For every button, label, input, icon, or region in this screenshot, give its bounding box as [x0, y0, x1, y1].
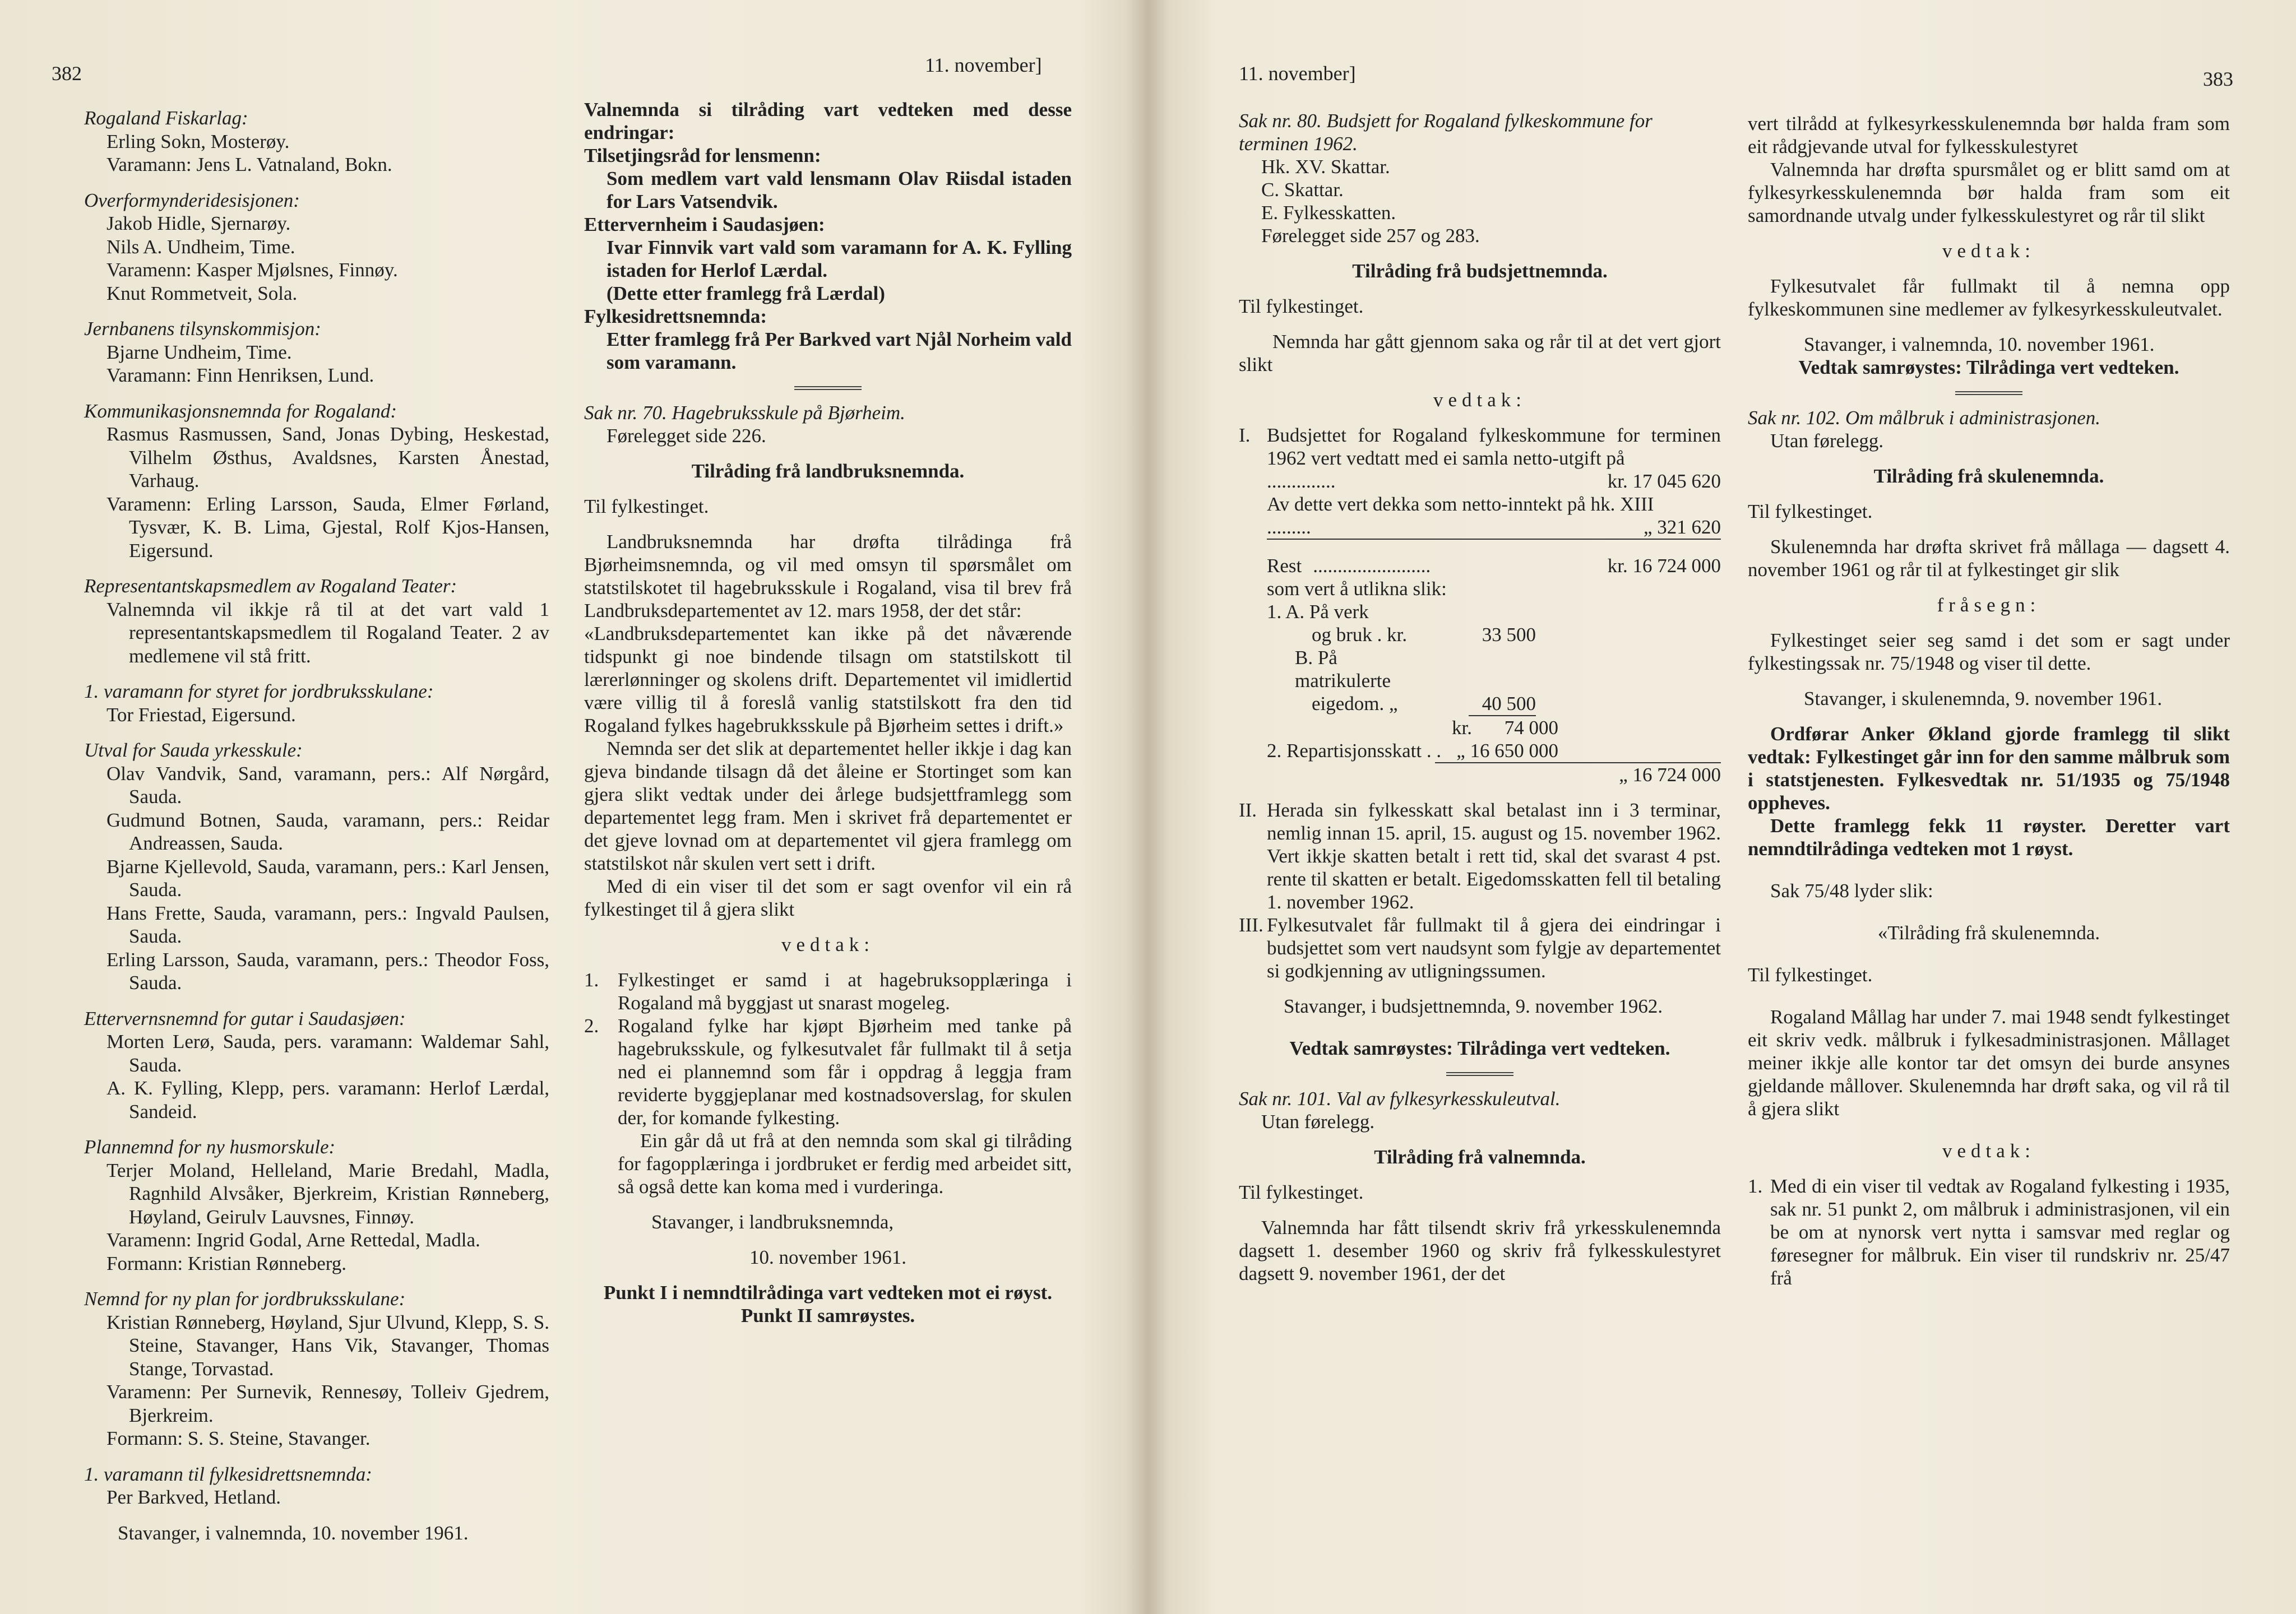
sak101-addressee: Til fylkestinget. — [1239, 1181, 1364, 1203]
sak75-item-1 — [1748, 1175, 2230, 1290]
sak80-addressee: Til fylkestinget. — [1239, 295, 1364, 317]
sak102-fraasegn-label: fråsegn: — [1937, 594, 2041, 616]
item-number: 1. — [584, 969, 599, 991]
budget-row-total — [1435, 762, 1721, 786]
committee-member-line: Terjer Moland, Helleland, Marie Bredahl, Madla, Ragnhild Alvsåker, Bjerkreim, Kristian Rønneberg, Høyland, Geirulv Lauvsnes, Finnøy. — [107, 1159, 549, 1228]
item-number: I. — [1239, 424, 1251, 446]
committee-heading: Nemnd for ny plan for jordbruksskulane: — [84, 1288, 406, 1310]
committee-member-line: Tor Friestad, Eigersund. — [107, 703, 296, 726]
heading-ettervernheim: Ettervernheim i Saudasjøen: — [584, 214, 825, 235]
left-column-1 — [84, 106, 549, 1545]
sak102-reference: Utan førelegg. — [1770, 430, 1884, 452]
committee-heading: 1. varamann for styret for jordbruksskulane: — [84, 680, 434, 702]
right-column-2 — [1748, 112, 2230, 1290]
sak101-result: Vedtak samrøystes: Tilrådinga vert vedteken. — [1798, 356, 2179, 378]
sak101-paragraph-1-cont: vert tilrådd at fylkesyrkesskulenemnda bør halda fram som eit rådgjevande utval for fylkesskulestyret — [1748, 113, 2230, 157]
sak80-paragraph-1: Nemnda har gått gjennom saka og rår til at det vert gjort slikt — [1239, 331, 1721, 375]
item-body — [1267, 424, 1721, 540]
sak70-heading: Tilråding frå landbruksnemnda. — [691, 460, 965, 482]
budget-row-rest — [1267, 554, 1721, 577]
rep-label: 2. Repartisjonsskatt . . — [1267, 740, 1442, 762]
sak80-place: Stavanger, i budsjettnemnda, 9. november 1962. — [1284, 995, 1663, 1017]
book-gutter — [1127, 0, 1169, 1614]
committee-heading: Plannemnd for ny husmorskule: — [84, 1136, 336, 1158]
budget-row-inntekt — [1267, 516, 1721, 540]
amount-A: 33 500 — [1482, 624, 1536, 646]
running-head-right: 11. november] — [1239, 62, 1356, 85]
committee-member-line: Knut Rommetveit, Sola. — [107, 282, 298, 304]
dot-leader: ......... — [1267, 516, 1311, 538]
sak101-place: Stavanger, i valnemnda, 10. november 1961. — [1804, 333, 2155, 355]
A-label: 1. A. På verk — [1267, 601, 1369, 623]
A-sub: og bruk . kr. — [1312, 624, 1408, 646]
committee-member-line: Varamann: Finn Henriksen, Lund. — [107, 364, 374, 386]
item-text: Fylkesutvalet får fullmakt til å gjera dei eindringar i budsjettet som vert naudsynt som fylgje av departementet si godkjenning av utligningssumen. — [1267, 914, 1721, 982]
amount-rep: „ 16 650 000 — [1456, 740, 1558, 762]
text-ettervernheim: Ivar Finnvik vart vald som varamann for A. K. Fylling istaden for Herlof Lærdal. — [607, 236, 1072, 281]
committee-member-line: Varamenn: Kasper Mjølsnes, Finnøy. — [107, 259, 398, 281]
sak75-vedtak-label: vedtak: — [1942, 1140, 2036, 1162]
sak70-paragraph-4: Ein går då ut frå at den nemnda som skal gi tilråding for fagopplæringa i jordbruket er ferdig med arbeidet sitt, så også dette kan koma med i vurderinga. — [618, 1130, 1072, 1198]
item-text: Rogaland fylke har kjøpt Bjørheim med tanke på hagebruksskule, og fylkesutvalet får fullmakt til å setja ned ei plannemnd som får i oppdrag å leggja fram reviderte byggjeplanar med kostnadsoverslag, for skulen der, for komande fylkesting. — [618, 1015, 1072, 1129]
committee-member-line: Varamenn: Ingrid Godal, Arne Rettedal, Madla. — [107, 1229, 480, 1251]
sak101-heading: Tilråding frå valnemnda. — [1374, 1146, 1586, 1168]
sak101-vedtak-label: vedtak: — [1942, 240, 2036, 262]
sak102-heading: Tilråding frå skulenemnda. — [1873, 465, 2104, 487]
page-number-left: 382 — [52, 62, 82, 85]
item-number: 1. — [1748, 1175, 1763, 1197]
sak102-vote-result: Dette framlegg fekk 11 røyster. Deretter vart nemndtilrådinga vedteken mot 1 røyst. — [1748, 815, 2230, 860]
sak101-paragraph-2: Valnemnda har drøfta spursmålet og er blitt samd om at fylkesyrkesskulenemnda bør halda fram som eit samordnande utvalg under fylkesskulestyret og rår til slikt — [1748, 159, 2230, 226]
committee-member-line: Bjarne Kjellevold, Sauda, varamann, pers.: Karl Jensen, Sauda. — [107, 855, 549, 901]
sak70-addressee: Til fylkestinget. — [584, 495, 709, 517]
committee-member-line: Varamenn: Per Surnevik, Rennesøy, Tolleiv Gjedrem, Bjerkreim. — [107, 1381, 549, 1426]
committee-member-line: Per Barkved, Hetland. — [107, 1486, 281, 1508]
budget-rest — [1239, 554, 1721, 786]
committee-member-line: Varamenn: Erling Larsson, Sauda, Elmer Førland, Tysvær, K. B. Lima, Gjestal, Rolf Kjos-Hansen, Eigersund. — [107, 493, 549, 562]
item-number: III. — [1239, 914, 1263, 936]
sak101-paragraph-1: Valnemnda har fått tilsendt skriv frå yrkesskulenemnda dagsett 1. desember 1960 og skriv frå fylkesskulestyret dagsett 9. november 1961, der det — [1239, 1217, 1721, 1284]
amount-rest: kr. 16 724 000 — [1607, 555, 1721, 577]
committee-heading: Utval for Sauda yrkesskule: — [84, 739, 303, 761]
sak80-result: Vedtak samrøystes: Tilrådinga vert vedteken. — [1289, 1037, 1670, 1059]
sak70-title: Sak nr. 70. Hagebruksskule på Bjørheim. — [584, 402, 905, 424]
sak102-proposal: Ordførar Anker Økland gjorde framlegg til slikt vedtak: Fylkestinget går inn for den samme målbruk som i statstjenesten. Fylkesvedtak nr. 51/1935 og 75/1948 oppheves. — [1748, 723, 2230, 814]
right-column-1 — [1239, 109, 1721, 1285]
sak70-item-1 — [584, 968, 1072, 1014]
running-head-left: 11. november] — [925, 54, 1042, 76]
amount-B: 40 500 — [1469, 692, 1536, 716]
sak80-title: Sak nr. 80. Budsjett for Rogaland fylkeskommune for terminen 1962. — [1239, 110, 1652, 155]
rest-label: Rest — [1267, 555, 1302, 577]
sak70-paragraph-1: Landbruksnemnda har drøfta tilrådinga frå Bjørheimsnemnda, og vil med omsyn til spørsmålet om statstilskotet til hagebruksskule i Rogaland, visa til brev frå Landbruksdepartementet av 12. mars 1958, der det står: — [584, 531, 1072, 622]
item-text: Herada sin fylkesskatt skal betalast inn i 3 terminar, nemlig innan 15. april, 15. august og 15. november 1962. Vert ikkje skatten betalt i rett tid, skal det svarast 4 pst. rente til skatten er betalt. Eigedomsskatten fell til betaling 1. november 1962. — [1267, 799, 1721, 913]
committee-member-line: Rasmus Rasmussen, Sand, Jonas Dybing, Heskestad, Vilhelm Østhus, Avaldsnes, Karsten Ånestad, Varhaug. — [107, 423, 549, 491]
budget-row-netto — [1267, 470, 1721, 493]
committee-heading: Rogaland Fiskarlag: — [84, 107, 248, 129]
dot-leader: .............. — [1267, 470, 1336, 492]
sak75-intro: Sak 75/48 lyder slik: — [1770, 880, 1933, 902]
amount-sum: 74 000 — [1504, 717, 1558, 739]
committee-member-line: Varamann: Jens L. Vatnaland, Bokn. — [107, 154, 392, 175]
dot-leader: ........................ — [1313, 555, 1431, 577]
text-fylkesidrett: Etter framlegg frå Per Barkved vart Njål Norheim vald som varamann. — [607, 328, 1072, 373]
note-ettervernheim: (Dette etter framlegg frå Lærdal) — [607, 282, 885, 304]
sak102-title: Sak nr. 102. Om målbruk i administrasjonen. — [1748, 407, 2101, 429]
committee-heading: Jernbanens tilsynskommisjon: — [84, 318, 321, 340]
rest-text: som vert å utlikna slik: — [1267, 578, 1447, 600]
text-tilsetjingsrad: Som medlem vart vald lensmann Olav Riisdal istaden for Lars Vatsendvik. — [607, 168, 1072, 212]
sak75-addressee: Til fylkestinget. — [1748, 964, 1873, 986]
committee-member-line: Nils A. Undheim, Time. — [107, 235, 295, 258]
valnemnda-intro: Valnemnda si tilråding vart vedteken med desse endringar: — [584, 99, 1072, 143]
budget-text-2: Av dette vert dekka som netto-inntekt på hk. XIII — [1267, 493, 1654, 515]
sak70-date: 10. november 1961. — [749, 1246, 906, 1268]
sak101-title: Sak nr. 101. Val av fylkesyrkesskuleutval. — [1239, 1088, 1561, 1110]
sak70-quote: «Landbruksdepartementet kan ikke på det nåværende tidspunkt gi noe bindende tilsagn om statstilskott til lærerlønninger og skolens drift. Departementet vil imidlertid være villig til å foreslå vanlig statstilskott fra den tid Rogaland fylkes hagebrukksskule på Bjørheim settes i drift.» — [584, 623, 1072, 736]
committee-heading: 1. varamann til fylkesidrettsnemnda: — [84, 1463, 372, 1485]
page-number-right: 383 — [2203, 68, 2233, 90]
sak80-line-2: C. Skattar. — [1261, 179, 1344, 201]
committee-member-line: Erling Sokn, Mosterøy. — [107, 130, 290, 152]
committee-member-line: Valnemnda vil ikkje rå til at det vart vald 1 representantskapsmedlem til Rogaland Teater. 2 av medlemene vil stå fritt. — [107, 598, 549, 667]
sak102-paragraph-2: Fylkestinget seier seg samd i det som er sagt under fylkestingssak nr. 75/1948 og viser til dette. — [1748, 629, 2230, 674]
committee-member-line: Olav Vandvik, Sand, varamann, pers.: Alf Nørgård, Sauda. — [107, 762, 549, 808]
budget-row-sum — [1267, 716, 1721, 739]
budget-row-A-sub — [1267, 623, 1721, 646]
committee-member-line: Erling Larsson, Sauda, varamann, pers.: Theodor Foss, Sauda. — [107, 948, 549, 994]
committee-member-line: Formann: S. S. Steine, Stavanger. — [107, 1427, 371, 1449]
sak102-addressee: Til fylkestinget. — [1748, 500, 1873, 522]
sak70-place: Stavanger, i landbruksnemnda, — [651, 1211, 894, 1233]
item-number: II. — [1239, 799, 1257, 821]
sak102-paragraph-1: Skulenemnda har drøfta skrivet frå mållaga — dagsett 4. november 1961 og rår til at fylkestinget gir slik — [1748, 536, 2230, 581]
section-divider — [794, 386, 862, 390]
committee-member-line: Gudmund Botnen, Sauda, varamann, pers.: Reidar Andreassen, Sauda. — [107, 809, 549, 854]
col1-closing-place: Stavanger, i valnemnda, 10. november 1961. — [118, 1522, 469, 1544]
item-text: Fylkestinget er samd i at hagebruksopplæringa i Rogaland må byggjast ut snarast mogeleg. — [618, 969, 1072, 1014]
sak80-vedtak-label: vedtak: — [1433, 389, 1527, 411]
section-divider — [1955, 391, 2022, 395]
sak75-quote-heading: «Tilråding frå skulenemnda. — [1877, 922, 2100, 944]
committee-member-line: Formann: Kristian Rønneberg. — [107, 1252, 347, 1274]
sak101-paragraph-3: Fylkesutvalet får fullmakt til å nemna opp fylkeskommunen sine medlemer av fylkesyrkesskuleutvalet. — [1748, 275, 2230, 320]
amount-netto: kr. 17 045 620 — [1607, 470, 1721, 492]
committee-member-line: Hans Frette, Sauda, varamann, pers.: Ingvald Paulsen, Sauda. — [107, 902, 549, 947]
committee-member-line: Kristian Rønneberg, Høyland, Sjur Ulvund, Klepp, S. S. Steine, Stavanger, Hans Vik, Stavanger, Thomas Stange, Torvastad. — [107, 1311, 549, 1380]
budget-text: Budsjettet for Rogaland fylkeskommune for terminen 1962 vert vedtatt med ei samla netto-utgift på — [1267, 424, 1721, 469]
left-column-2 — [584, 98, 1072, 1327]
B-sub: eigedom. „ — [1312, 693, 1398, 715]
sum-label: kr. — [1452, 717, 1472, 739]
committee-heading: Ettervernsnemnd for gutar i Saudasjøen: — [84, 1007, 406, 1029]
item-number: 2. — [584, 1015, 599, 1037]
committee-member-line: Bjarne Undheim, Time. — [107, 341, 292, 363]
committee-heading: Kommunikasjonsnemnda for Rogaland: — [84, 400, 397, 422]
budget-row-A — [1267, 600, 1721, 623]
sak70-item-2 — [584, 1014, 1072, 1129]
sak70-paragraph-3: Med di ein viser til det som er sagt ovenfor vil ein rå fylkestinget til å gjera slikt — [584, 875, 1072, 920]
sak70-paragraph-2: Nemnda ser det slik at departementet heller ikkje i dag kan gjeva bindande tilsagn då det åleine er Stortinget som kan gjera slikt vedtak under dei årlege budsjettframlegg som departementet legg fram. Men i skrivet frå departementet er det gjeve lovnad om at departementet vil gjera framlegg om statstilskot når skulen vert sett i drift. — [584, 738, 1072, 874]
sak75-paragraph-1: Rogaland Mållag har under 7. mai 1948 sendt fylkestinget eit skriv vedk. målbruk i fylkesadministrasjonen. Mållaget meiner ikkje alle kontor tar det omsyn dei burde ansynes gjeldande mållover. Skulenemnda har drøft saka, og vil rå til å gjera slikt — [1748, 1006, 2230, 1120]
budget-item-II — [1239, 799, 1721, 913]
sak80-line-3: E. Fylkesskatten. — [1261, 202, 1396, 224]
sak102-place: Stavanger, i skulenemnda, 9. november 1961. — [1804, 688, 2163, 709]
sak80-line-1: Hk. XV. Skattar. — [1261, 156, 1390, 178]
sak70-vedtak-label: vedtak: — [781, 934, 875, 956]
section-divider — [1446, 1072, 1513, 1076]
sak80-heading: Tilråding frå budsjettnemnda. — [1352, 260, 1608, 282]
committee-member-line: Morten Lerø, Sauda, pers. varamann: Waldemar Sahl, Sauda. — [107, 1031, 549, 1076]
committee-member-line: A. K. Fylling, Klepp, pers. varamann: Herlof Lærdal, Sandeid. — [107, 1077, 549, 1123]
sak70-result: Punkt I i nemndtilrådinga vart vedteken mot ei røyst. Punkt II samrøystes. — [603, 1282, 1053, 1327]
budget-row-B-sub — [1267, 692, 1721, 716]
amount-inntekt: „ 321 620 — [1643, 516, 1721, 538]
heading-tilsetjingsrad: Tilsetjingsråd for lensmenn: — [584, 145, 821, 166]
budget-item-III — [1239, 913, 1721, 982]
item-text: Med di ein viser til vedtak av Rogaland fylkesting i 1935, sak nr. 51 punkt 2, om målbruk i administrasjonen, vil ein be om at nynorsk vert nytta i samsvar med reglar og føresegner for målbruk. Ein viser til rundskriv nr. 25/47 frå — [1770, 1175, 2230, 1289]
heading-fylkesidrett: Fylkesidrettsnemnda: — [584, 305, 767, 327]
committee-heading: Overformynderidesisjonen: — [84, 189, 300, 211]
B-label: B. På matrikulerte — [1295, 647, 1391, 692]
budget-item-I — [1239, 424, 1721, 540]
sak80-line-4: Førelegget side 257 og 283. — [1261, 225, 1480, 247]
sak70-reference: Førelegget side 226. — [607, 425, 766, 447]
amount-total: „ 16 724 000 — [1619, 764, 1721, 786]
committee-member-line: Jakob Hidle, Sjernarøy. — [107, 212, 291, 234]
committee-heading: Representantskapsmedlem av Rogaland Teater: — [84, 575, 457, 597]
budget-row-rep — [1267, 739, 1721, 762]
sak101-reference: Utan førelegg. — [1261, 1111, 1375, 1133]
